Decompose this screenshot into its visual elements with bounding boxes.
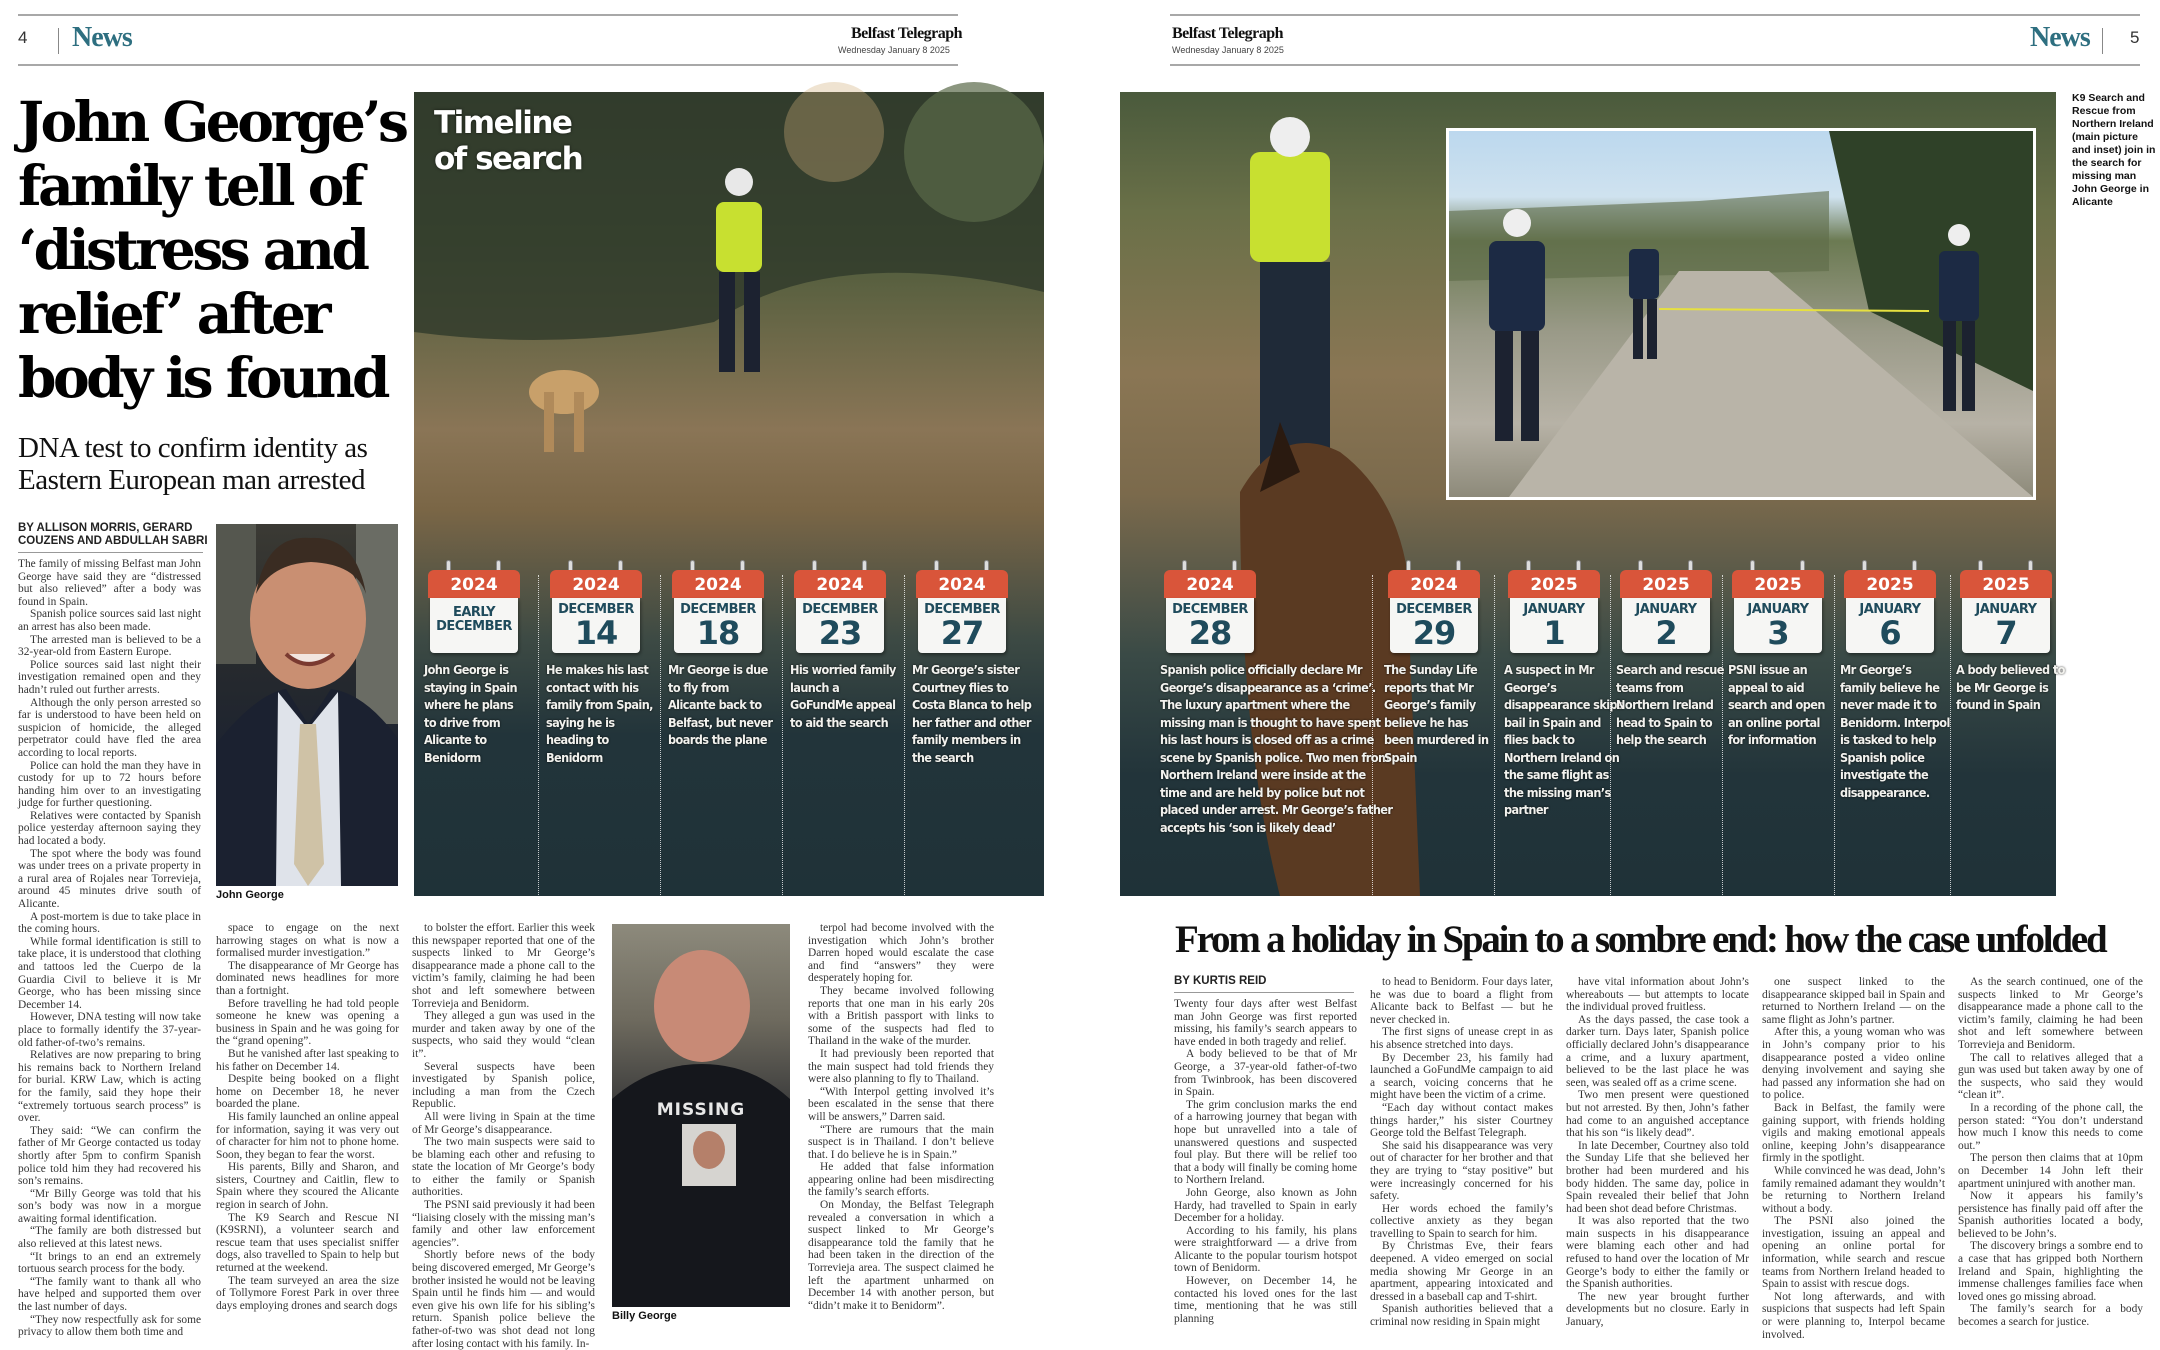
timeline-entry-text: PSNI issue an appeal to aid search and open an online portal for information: [1728, 662, 1825, 747]
paragraph: Before travelling he had told people someone he knew was opening a business in Spain and he was going for the “grand opening”.: [216, 997, 399, 1048]
calendar-day: 1: [1543, 614, 1565, 652]
byline-main: BY ALLISON MORRIS, GERARD COUZENS AND ABDULLAH SABRI: [18, 522, 208, 547]
calendar-icon: [1728, 560, 1828, 655]
paragraph: The PSNI said previously it had been “liaising closely with the missing man’s family and other law enforcement agencies”.: [412, 1199, 595, 1249]
paragraph: In late December, Courtney also told the Sunday Life that she believed her brother had been murdered and his body hidden. The same day, police in Spain revealed their belief that John had been shot dead before Christmas.: [1566, 1139, 1749, 1215]
calendar-month: JANUARY: [1747, 602, 1809, 617]
paragraph: While formal identification is still to take place, it is understood that clothing and tattoos led the Cuerpo de la Guardia Civil to believe it is Mr George, who has been missing since December 14.: [18, 935, 201, 1011]
calendar-page: [674, 598, 762, 653]
calendar-icon: [1956, 560, 2056, 655]
inset-photo-search-team: [1446, 128, 2036, 500]
calendar-year: 2024: [1388, 570, 1480, 598]
calendar-page: [552, 598, 640, 653]
timeline-entry-text: John George is staying in Spain where he plans to drive from Alicante to Benidorm: [424, 662, 517, 765]
photo-caption-john: John George: [216, 889, 284, 901]
header-rule-top-left: [18, 14, 958, 16]
calendar-year: 2025: [1620, 570, 1712, 598]
timeline-title: [434, 105, 582, 177]
calendar-icon: [1504, 560, 1604, 655]
byline-rule-second: [1174, 992, 1354, 993]
paragraph: The arrested man is believed to be a 32-year-old from Eastern Europe.: [18, 633, 201, 659]
calendar-day: 27: [940, 614, 984, 652]
shirt-text-missing: MISSING: [656, 1100, 746, 1120]
calendar-month: JANUARY: [1523, 602, 1585, 617]
article-column-1: [18, 558, 201, 1339]
calendar-month: JANUARY: [1975, 602, 2037, 617]
timeline-title-line2: of search: [434, 141, 583, 177]
paragraph: The person then claims that at 10pm on December 14 John left their apartment uninjured with another man.: [1958, 1152, 2143, 1190]
paragraph: The grim conclusion marks the end of a harrowing journey that began with hope but unravelled into a tale of unanswered questions and suspected foul play. But there will be relief too that a body will finally be coming home to Northern Ireland.: [1174, 1098, 1357, 1187]
paragraph: Her words echoed the family’s collective anxiety as they began travelling to Spain to search for him.: [1370, 1202, 1553, 1240]
paragraph: “The family want to thank all who have helped and supported them over the last number of days.: [18, 1275, 201, 1314]
paragraph: On Monday, the Belfast Telegraph revealed a conversation in which a suspect linked to Mr George’s disappearance told the family that he had been taken in the direction of the Torrevieja area. The suspect claimed he left the apartment unharmed on December 14 with another person, but “didn’t make it to Benidorm”.: [808, 1199, 994, 1312]
calendar-icon: [1616, 560, 1716, 655]
paragraph: It was also reported that the two main suspects in his disappearance were blaming each other and had refused to hand over the location of Mr George’s body to either the family or the Spanish authorities.: [1566, 1215, 1749, 1291]
timeline-divider: [1950, 575, 1951, 895]
paragraph: The family of missing Belfast man John George have said they are “distressed but also relieved” after a body was found in Spain.: [18, 558, 201, 608]
header-rule-top-right: [1170, 14, 2140, 16]
paragraph: Spanish police sources said last night an arrest has also been made.: [18, 608, 201, 633]
standfirst: DNA test to confirm identity as Eastern European man arrested: [18, 432, 368, 496]
paragraph: They said: “We can confirm the father of Mr George contacted us today shortly after 5pm to confirm Spanish police told him they had recovered his son’s remains.: [18, 1124, 201, 1188]
calendar-day: 29: [1412, 614, 1456, 652]
story2-column-2: [1370, 976, 1553, 1336]
paragraph: The team surveyed an area the size of Tollymore Forest Park in over three days employing drones and search dogs: [216, 1274, 399, 1312]
date-right: Wednesday January 8 2025: [1172, 45, 1284, 55]
calendar-year: 2025: [1508, 570, 1600, 598]
date-left: Wednesday January 8 2025: [838, 45, 950, 55]
calendar-icon: [790, 560, 890, 655]
timeline-entry: [790, 560, 900, 731]
paragraph: to head to Benidorm. Four days later, he was due to board a flight from Alicante back to Belfast — but he never checked in.: [1370, 976, 1553, 1026]
calendar-icon: [1384, 560, 1484, 655]
story2-column-1: [1174, 998, 1357, 1336]
calendar-page: [1622, 598, 1710, 653]
paragraph: By Christmas Eve, their fears deepened. A video emerged on social media showing Mr George in an apartment, appearing intoxicated and dressed in a baseball cap and T-shirt.: [1370, 1240, 1553, 1303]
timeline-divider: [904, 575, 905, 895]
story2-column-5: [1958, 976, 2143, 1336]
calendar-day: 14: [574, 614, 618, 652]
timeline-entry-text: Search and rescue teams from Northern Ireland head to Spain to help the search: [1616, 662, 1724, 747]
photo-caption-billy: Billy George: [612, 1310, 677, 1322]
timeline-entry: [1956, 560, 2066, 714]
paragraph: But he vanished after last speaking to his father on December 14.: [216, 1047, 399, 1073]
timeline-title-line1: Timeline: [434, 105, 572, 141]
timeline-entry-text: Mr George’s family believe he never made it to Benidorm. Interpol is tasked to help Spanish police investigate the disappearance.: [1840, 662, 1950, 800]
calendar-month: DECEMBER: [680, 602, 756, 617]
paragraph: In a recording of the phone call, the person stated: “You don’t understand how much I know this needs to come out.”: [1958, 1101, 2143, 1152]
paragraph: The call to relatives alleged that a gun was used but taken away by one of the suspects, who said they would “clean it”.: [1958, 1051, 2143, 1102]
calendar-icon: [1840, 560, 1940, 655]
calendar-icon: [1160, 560, 1260, 655]
article-column-3: [412, 922, 595, 1350]
calendar-month: DECEMBER: [558, 602, 634, 617]
paragraph: They became involved following reports that one man in his early 20s with a British passport with links to some of the suspects had fled to Thailand in the wake of the murder.: [808, 984, 994, 1048]
paragraph: Although the only person arrested so far is understood to have been held on suspicion of homicide, the alleged perpetrator could have fled the area according to local reports.: [18, 696, 201, 759]
header-rule-bottom-left: [18, 64, 958, 66]
paragraph: His family launched an online appeal for information, saying it was very out of character for him not to phone home. Soon, they began to fear the worst.: [216, 1110, 399, 1161]
calendar-day: 3: [1767, 614, 1789, 652]
calendar-month: JANUARY: [1859, 602, 1921, 617]
masthead-right: Belfast Telegraph: [1172, 25, 1284, 42]
timeline-divider: [782, 575, 783, 895]
paragraph: His parents, Billy and Sharon, and sisters, Courtney and Caitlin, flew to Spain where they scoured the Alicante region in search of John.: [216, 1161, 399, 1212]
calendar-month: DECEMBER: [1396, 602, 1472, 617]
paragraph: The PSNI also joined the investigation, issuing an appeal and opening an online portal for information, while search and rescue teams from Northern Ireland headed to Spain to assist with rescue dogs.: [1762, 1215, 1945, 1291]
paragraph: to bolster the effort. Earlier this week this newspaper reported that one of the suspects linked to Mr George’s disappearance made a phone call to the victim’s family, claiming he had been shot and left somewhere between Torrevieja and Benidorm.: [412, 922, 595, 1010]
calendar-month: DECEMBER: [924, 602, 1000, 617]
timeline-photo-left: [414, 92, 1044, 896]
paragraph: A post-mortem is due to take place in the coming hours.: [18, 910, 201, 936]
photo-billy-george: [612, 924, 790, 1307]
paragraph: The spot where the body was found was under trees on a private property in a rural area of Rojales near Torrevieja, around 45 minutes drive south of Alicante.: [18, 847, 201, 911]
calendar-page: [796, 598, 884, 653]
calendar-icon: [424, 560, 524, 655]
timeline-entry: [912, 560, 1032, 766]
calendar-icon: [912, 560, 1012, 655]
calendar-page: [430, 598, 518, 653]
header-rule-bottom-right: [1170, 64, 2140, 66]
calendar-page: [1734, 598, 1822, 653]
calendar-day: 28: [1188, 614, 1232, 652]
paragraph: Relatives were contacted by Spanish police yesterday afternoon saying they had located a body.: [18, 809, 201, 848]
paragraph: Relatives are now preparing to bring his remains back to Northern Ireland for burial. KRW Law, which is acting for the family, said they hope their “extremely tortuous search process” is over.: [18, 1049, 201, 1125]
paragraph: She said his disappearance was very out of character for her brother and that they are trying to “stay positive” but were increasingly concerned for his safety.: [1370, 1139, 1553, 1203]
paragraph: “The family are both distressed but also relieved at this latest news.: [18, 1225, 201, 1251]
story2-column-3: [1566, 976, 1749, 1336]
paragraph: Twenty four days after west Belfast man John George was first reported missing, his family’s search appears to have ended in both tragedy and relief.: [1174, 998, 1357, 1048]
timeline-entry: [1728, 560, 1833, 749]
story2-column-4: [1762, 976, 1945, 1341]
paragraph: Shortly before news of the body being discovered emerged, Mr George’s brother insisted he would not be leaving Spain until he finds him — and would even give his own life for his sibling’s return. Spanish police believe the father-of-two was shot dead not long after losing contact with his family. In-: [412, 1249, 595, 1350]
timeline-entry: [1616, 560, 1724, 749]
main-headline: John George’s family tell of ‘distress and relief’ after body is found: [18, 89, 406, 410]
paragraph: As the days passed, the case took a darker turn. Days later, Spanish police officially declared John’s disappearance a crime, and a luxury apartment, believed to be the last place he was seen, was sealed off as a crime scene.: [1566, 1013, 1749, 1089]
header-divider-right: [2102, 28, 2103, 54]
second-headline: From a holiday in Spain to a sombre end: how the case unfolded: [1175, 918, 2106, 961]
portrait-illustration: [216, 524, 398, 886]
timeline-entry-text: Spanish police officially declare Mr George’s disappearance as a ‘crime’. The luxury apartment where the missing man is thought to have spent his last hours is closed off as a crime scene by Spanish police. Two men from Northern Ireland were inside at the time and are held by police but not placed under arrest. Mr George’s father accepts his ‘son is likely dead’: [1160, 662, 1393, 835]
paragraph: Police can hold the man they have in custody for up to 72 hours before handing him over to an investigating judge for further questioning.: [18, 759, 201, 810]
section-label-right: News: [2030, 22, 2090, 53]
photo-caption-k9: K9 Search and Rescue from Northern Ireland (main picture and inset) join in the search for missing man John George in Alicante: [2072, 92, 2156, 208]
calendar-month: JANUARY: [1635, 602, 1697, 617]
calendar-icon: [546, 560, 646, 655]
paragraph: The two main suspects were said to be blaming each other and refusing to state the location of Mr George’s body to either the family or Spanish authorities.: [412, 1136, 595, 1199]
calendar-day: 23: [818, 614, 862, 652]
timeline-entry-text: The Sunday Life reports that Mr George’s family believe he has been murdered in Spain: [1384, 662, 1489, 765]
paragraph: The K9 Search and Rescue NI (K9SRNI), a volunteer search and rescue team that uses specialist sniffer dogs, also travelled to Spain to help but returned at the weekend.: [216, 1211, 399, 1275]
timeline-entry: [1160, 560, 1395, 836]
paragraph: “They now respectfully ask for some privacy to allow them both time and: [18, 1313, 201, 1339]
paragraph: However, DNA testing will now take place to formally identify the 37-year-old father-of-two’s remains.: [18, 1011, 201, 1049]
calendar-page: [1166, 598, 1254, 653]
paragraph: Two men present were questioned but not arrested. By then, John’s father had come to an anguished acceptance that his son “is likely dead”.: [1566, 1089, 1749, 1140]
paragraph: Not long afterwards, and with suspicions that suspects had left Spain or were planning to, Interpol became involved.: [1762, 1290, 1945, 1341]
byline-second: BY KURTIS REID: [1174, 975, 1267, 987]
timeline-divider: [1610, 575, 1611, 895]
paragraph: While convinced he was dead, John’s family remained adamant they wouldn’t be returning to Northern Ireland without a body.: [1762, 1164, 1945, 1215]
photo-john-george: [216, 524, 398, 886]
paragraph: John George, also known as John Hardy, had travelled to Spain in early December for a holiday.: [1174, 1186, 1357, 1225]
paragraph: They alleged a gun was used in the murder and taken away by one of the suspects, who said they would “clean it”.: [412, 1010, 595, 1060]
timeline-entry: [1384, 560, 1494, 766]
calendar-year: 2025: [1960, 570, 2052, 598]
calendar-page: [1846, 598, 1934, 653]
section-label-left: News: [72, 22, 132, 53]
calendar-year: 2024: [1164, 570, 1256, 598]
paragraph: It had previously been reported that the main suspect had told friends they were also planning to fly to Thailand.: [808, 1047, 994, 1086]
paragraph: He added that false information appearing online had been misdirecting the family’s search efforts.: [808, 1161, 994, 1199]
paragraph: The disappearance of Mr George has dominated news headlines for more than a fortnight.: [216, 959, 399, 997]
paragraph: Back in Belfast, the family were gaining support, with friends holding vigils and making emotional appeals online, keeping John’s disappearance firmly in the spotlight.: [1762, 1101, 1945, 1165]
search-scene-illustration: [414, 92, 1044, 896]
paragraph: space to engage on the next harrowing stages on what is now a formalised murder investigation.”: [216, 922, 399, 960]
calendar-year: 2025: [1732, 570, 1824, 598]
paragraph: “There are rumours that the main suspect is in Thailand. I don’t believe that. I do believe he is in Spain.”: [808, 1123, 994, 1161]
calendar-month: EARLY: [452, 605, 496, 620]
paragraph: Police sources said last night their investigation remained open and they hadn’t ruled out further arrests.: [18, 658, 201, 696]
paragraph: Now it appears his family’s persistence has finally paid off after the Spanish authorities located a body, believed to be John’s.: [1958, 1190, 2143, 1240]
page-number-right: 5: [2130, 28, 2140, 47]
calendar-year: 2024: [794, 570, 886, 598]
masthead-left: Belfast Telegraph: [851, 25, 963, 42]
calendar-year: 2025: [1844, 570, 1936, 598]
paragraph: terpol had become involved with the investigation which John’s brother Darren hoped would escalate the case and find “answers” they were desperately hoping for.: [808, 922, 994, 985]
calendar-month: DECEMBER: [802, 602, 878, 617]
paragraph: “Mr Billy George was told that his son’s body was now in a morgue awaiting formal identification.: [18, 1187, 201, 1225]
calendar-month: DECEMBER: [1172, 602, 1248, 617]
timeline-entry-text: Mr George’s sister Courtney flies to Costa Blanca to help her father and other family members in the search: [912, 662, 1032, 765]
calendar-page: [1390, 598, 1478, 653]
timeline-divider: [660, 575, 661, 895]
timeline-entry: [668, 560, 778, 749]
paragraph: The discovery brings a sombre end to a case that has gripped both Northern Ireland and Spain, highlighting the immense challenges families face when loved ones go missing abroad.: [1958, 1240, 2143, 1303]
paragraph: According to his family, his plans were straightforward — a drive from Alicante to the popular tourism hotspot town of Benidorm.: [1174, 1224, 1357, 1275]
calendar-page: [1962, 598, 2050, 653]
timeline-entry-text: A body believed to be Mr George is found in Spain: [1956, 662, 2065, 712]
timeline-divider: [1722, 575, 1723, 895]
timeline-divider: [1372, 575, 1373, 895]
calendar-day: 6: [1879, 614, 1901, 652]
page-number-left: 4: [18, 28, 28, 47]
calendar-day: 18: [696, 614, 740, 652]
inset-scene-illustration: [1449, 131, 2033, 497]
paragraph: A body believed to be that of Mr George, a 37-year-old father-of-two from Twinbrook, has been discovered in Spain.: [1174, 1048, 1357, 1099]
calendar-icon: [668, 560, 768, 655]
calendar-day: 2: [1655, 614, 1677, 652]
article-column-2: [216, 922, 399, 1336]
paragraph: All were living in Spain at the time of Mr George’s disappearance.: [412, 1110, 595, 1136]
timeline-entry: [1840, 560, 1950, 801]
byline-rule: [18, 552, 203, 553]
paragraph: The new year brought further developments but no closure. Early in January,: [1566, 1290, 1749, 1329]
calendar-day: 7: [1995, 614, 2017, 652]
paragraph: The first signs of unease crept in as his absence stretched into days.: [1370, 1026, 1553, 1051]
timeline-entry: [424, 560, 524, 766]
paragraph: “It brings to an end an extremely tortuous search process for the body.: [18, 1250, 201, 1276]
timeline-divider: [1834, 575, 1835, 895]
timeline-entry-text: His worried family launch a GoFundMe appeal to aid the search: [790, 662, 896, 730]
calendar-year: 2024: [550, 570, 642, 598]
paragraph: Several suspects have been investigated by Spanish police, including a man from the Czech Republic.: [412, 1060, 595, 1111]
paragraph: After this, a young woman who was in John’s company prior to his disappearance posted a video online denying involvement and saying she had passed any information she had on to police.: [1762, 1026, 1945, 1102]
header-divider-left: [58, 28, 59, 54]
paragraph: Despite being booked on a flight home on December 18, he never boarded the plane.: [216, 1073, 399, 1111]
calendar-page: [1510, 598, 1598, 653]
paragraph: one suspect linked to the disappearance skipped bail in Spain and returned to Northern Ireland — on the same flight as John’s partner.: [1762, 976, 1945, 1026]
timeline-entry-text: He makes his last contact with his family from Spain, saying he is heading to Benidorm: [546, 662, 653, 765]
timeline-divider: [1494, 575, 1495, 895]
calendar-day: DECEMBER: [436, 619, 512, 634]
paragraph: The family’s search for a body becomes a search for justice.: [1958, 1303, 2143, 1329]
timeline-entry-text: Mr George is due to fly from Alicante back to Belfast, but never boards the plane: [668, 662, 773, 747]
timeline-divider: [538, 575, 539, 895]
calendar-page: [918, 598, 1006, 653]
paragraph: However, on December 14, he contacted his loved ones for the last time, mentioning that he was still planning: [1174, 1275, 1357, 1325]
calendar-year: 2024: [428, 570, 520, 598]
paragraph: Spanish authorities believed that a criminal now residing in Spain might: [1370, 1303, 1553, 1329]
timeline-entry-text: A suspect in Mr George’s disappearance skips bail in Spain and flies back to Northern Ireland on the same flight as the missing man’s partner: [1504, 662, 1624, 817]
paragraph: “With Interpol getting involved it’s been escalated in the sense that there will be answers,” Darren said.: [808, 1085, 994, 1123]
timeline-entry: [546, 560, 656, 766]
timeline-entry: [1504, 560, 1624, 819]
paragraph: By December 23, his family had launched a GoFundMe campaign to aid a search, voicing concerns that he might have been the victim of a crime.: [1370, 1051, 1553, 1102]
paragraph: As the search continued, one of the suspects linked to Mr George’s disappearance made a phone call to the victim’s family, claiming he had been shot and left somewhere between Torrevieja and Benidorm.: [1958, 976, 2143, 1051]
paragraph: have vital information about John’s whereabouts — but attempts to locate the individual proved fruitless.: [1566, 976, 1749, 1014]
calendar-year: 2024: [672, 570, 764, 598]
paragraph: “Each day without contact makes things harder,” his sister Courtney George told the Belfast Telegraph.: [1370, 1101, 1553, 1140]
article-column-4: [808, 922, 994, 1336]
calendar-year: 2024: [916, 570, 1008, 598]
